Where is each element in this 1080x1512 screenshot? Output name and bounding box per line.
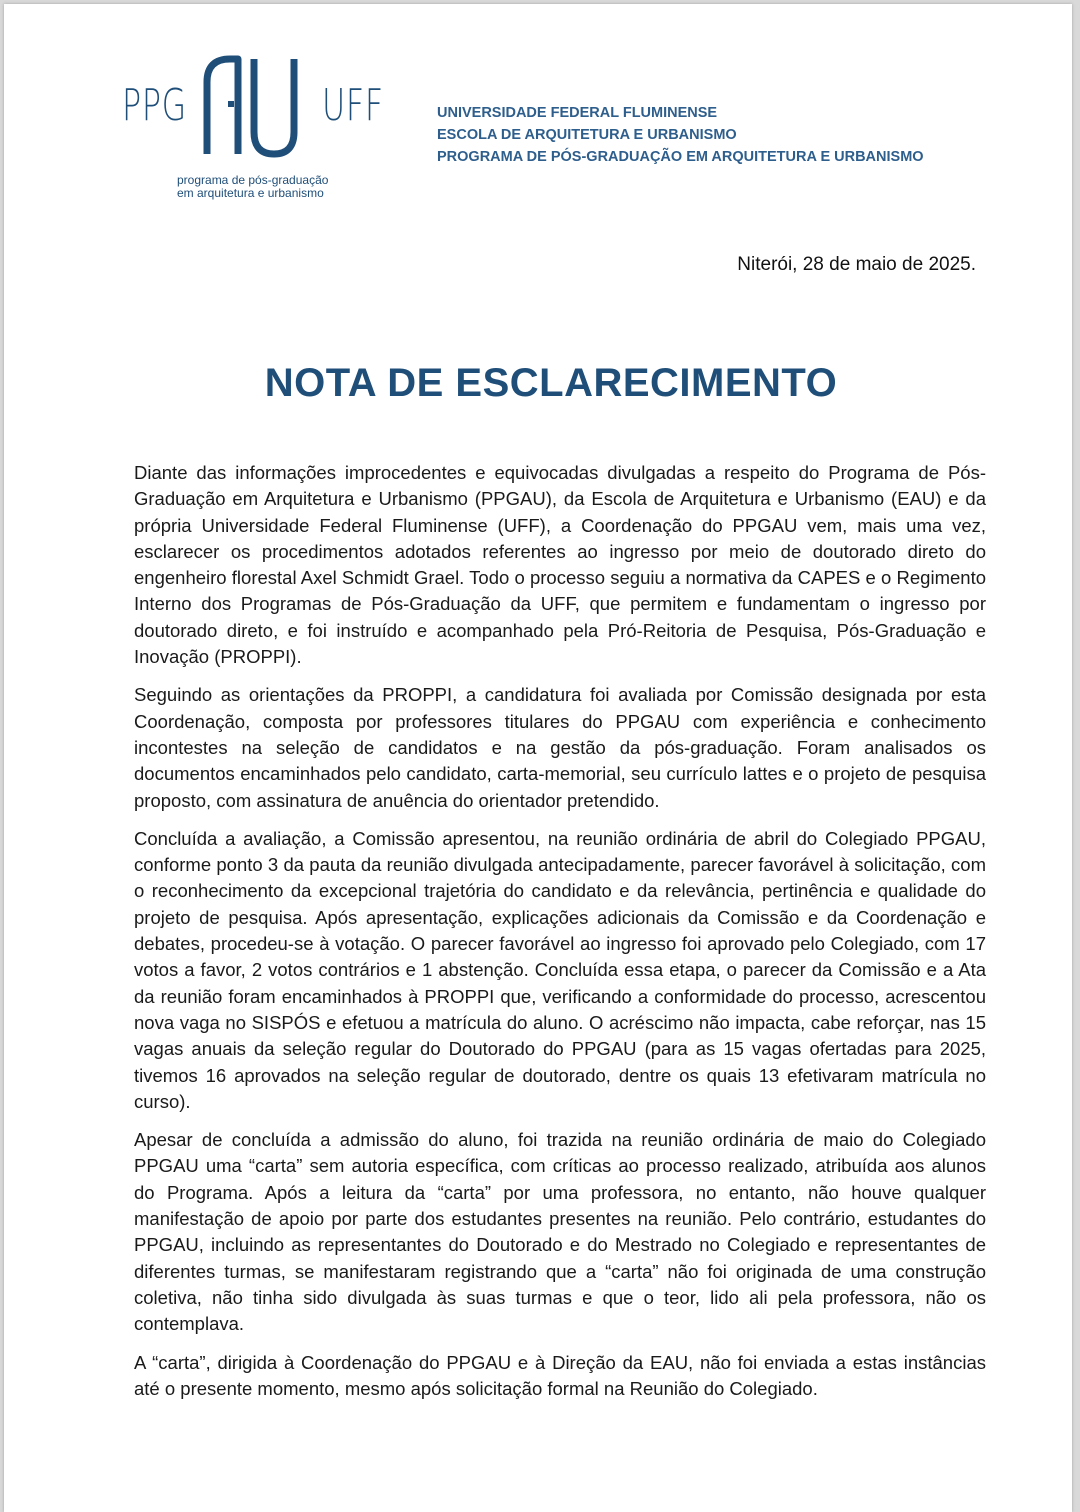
document-page bbox=[4, 4, 1072, 1512]
ppgau-uff-logo bbox=[122, 54, 392, 204]
logo-subtitle-line1: programa de pós-graduação bbox=[177, 173, 329, 187]
logo-subtitle-line2: em arquitetura e urbanismo bbox=[177, 186, 324, 200]
document-date: Niterói, 28 de maio de 2025. bbox=[737, 254, 976, 275]
paragraph-5: A “carta”, dirigida à Coordenação do PPGAU e à Direção da EAU, não foi enviada a estas instâncias até o presente momento, mesmo após solicitação formal na Reunião do Colegiado. bbox=[134, 1351, 986, 1399]
logo-uff-text: UFF bbox=[322, 80, 384, 131]
paragraph-3: Concluída a avaliação, a Comissão apresentou, na reunião ordinária de abril do Colegiado PPGAU, conforme ponto 3 da pauta da reunião divulgada antecipadamente, parecer favorável à solicitação, com o reconhecimento da excepcional trajetória do candidato e da relevância, pertinência e qualidade do projeto de pesquisa. Após apresentação, explicações adicionais da Comissão e da Coordenação e debates, procedeu-se à votação. O parecer favorável ao ingresso foi aprovado pelo Colegiado, com 17 votos a favor, 2 votos contrários e 1 abstenção. Concluída essa etapa, o parecer da Comissão e a Ata da reunião foram encaminhados à PROPPI que, verificando a conformidade do processo, acrescentou nova vaga no SISPÓS e efetuou a matrícula do aluno. O acréscimo não impacta, cabe reforçar, nas 15 vagas anuais da seleção regular do Doutorado do PPGAU (para as 15 vagas ofertadas para 2025, tivemos 16 aprovados na seleção regular de doutorado, dentre os quais 13 efetivaram matrícula no curso). bbox=[134, 827, 986, 1112]
paragraph-4: Apesar de concluída a admissão do aluno, foi trazida na reunião ordinária de maio do Colegiado PPGAU uma “carta” sem autoria específica, com críticas ao processo realizado, atribuída aos alunos do Programa. Após a leitura da “carta” por uma professora, no entanto, não houve qualquer manifestação de apoio por parte dos estudantes presentes na reunião. Pelo contrário, estudantes do PPGAU, incluindo as representantes do Doutorado e do Mestrado no Colegiado e representantes de diferentes turmas, se manifestaram registrando que a “carta” não foi originada de uma construção coletiva, não tinha sido divulgada às suas turmas e que o teor, lido ali pela professora, não os contemplava. bbox=[134, 1129, 986, 1335]
institution-line-program: PROGRAMA DE PÓS-GRADUAÇÃO EM ARQUITETURA E URBANISMO bbox=[437, 149, 924, 165]
paragraph-2: Seguindo as orientações da PROPPI, a candidatura foi avaliada por Comissão designada por esta Coordenação, composta por professores titulares do PPGAU com experiência e conhecimento incontestes na seleção de candidatos e na gestão da pós-graduação. Foram analisados os documentos encaminhados pelo candidato, carta-memorial, seu currículo lattes e o projeto de pesquisa proposto, com assinatura de anuência do orientador pretendido. bbox=[134, 684, 986, 811]
institution-header bbox=[437, 102, 924, 168]
document-title: NOTA DE ESCLARECIMENTO bbox=[264, 361, 838, 405]
logo-ppg-text: PPG bbox=[122, 80, 187, 131]
logo-subtitle bbox=[177, 174, 328, 200]
institution-line-school: ESCOLA DE ARQUITETURA E URBANISMO bbox=[437, 127, 737, 143]
paragraph-1: Diante das informações improcedentes e equivocadas divulgadas a respeito do Programa de Pós-Graduação em Arquitetura e Urbanismo (PPGAU), da Escola de Arquitetura e Urbanismo (EAU) e da própria Universidade Federal Fluminense (UFF), a Coordenação do PPGAU vem, mais uma vez, esclarecer os procedimentos adotados referentes ao ingresso por meio de doutorado direto do engenheiro florestal Axel Schmidt Grael. Todo o processo seguiu a normativa da CAPES e o Regimento Interno dos Programas de Pós-Graduação da UFF, que permitem e fundamentam o ingresso por doutorado direto, e foi instruído e acompanhado pela Pró-Reitoria de Pesquisa, Pós-Graduação e Inovação (PROPPI). bbox=[134, 462, 986, 668]
document-body bbox=[134, 460, 986, 1414]
institution-line-university: UNIVERSIDADE FEDERAL FLUMINENSE bbox=[437, 105, 718, 121]
